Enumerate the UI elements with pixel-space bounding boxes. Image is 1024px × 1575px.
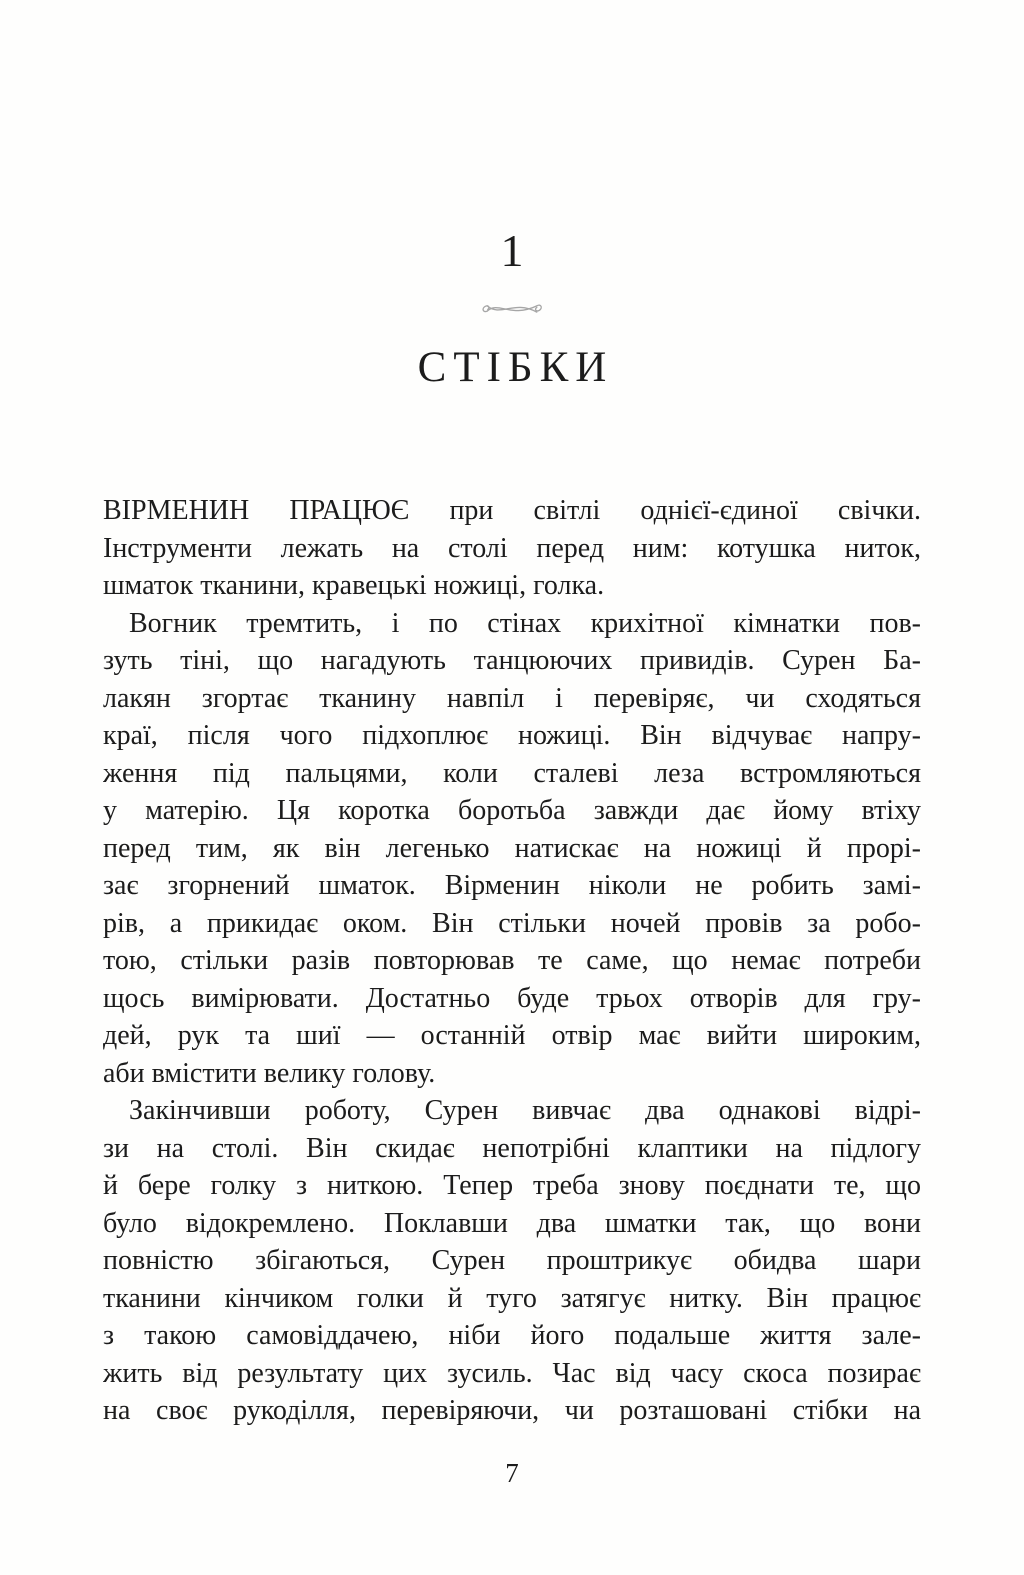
text-line: тканини кінчиком голки й туго затягує нитку. Він працює [103, 1282, 921, 1314]
paragraph [103, 492, 921, 605]
text-line: було відокремлено. Поклавши два шматки так, що вони [103, 1207, 921, 1239]
text-line: з такою самовіддачею, ніби його подальше життя зале- [103, 1320, 921, 1351]
text-line: щось вимірювати. Достатньо буде трьох отворів для гру- [103, 982, 921, 1014]
text-line: перед тим, як він легенько натискає на ножиці й прорі- [103, 832, 921, 864]
text-line: зає згорнений шматок. Вірменин ніколи не робить замі- [103, 870, 921, 901]
chapter-number: 1 [500, 225, 524, 276]
text-line: дей, рук та шиї — останній отвір має вийти широким, [103, 1020, 921, 1051]
paragraph [103, 1092, 921, 1430]
text-line: жить від результату цих зусиль. Час від часу скоса позирає [103, 1357, 921, 1389]
calligraphic-flourish-icon [481, 297, 543, 321]
chapter-ornament [0, 297, 1024, 321]
text-line: Інструменти лежать на столі перед ним: котушка ниток, [103, 532, 921, 564]
chapter-title: СТІБКИ [417, 344, 614, 391]
text-line: зи на столі. Він скидає непотрібні клаптики на підлогу [103, 1132, 921, 1164]
paragraph [103, 605, 921, 1093]
text-line: на своє рукоділля, перевіряючи, чи розташовані стібки на [103, 1395, 921, 1426]
page-number: 7 [505, 1458, 519, 1488]
body-text [103, 492, 921, 1430]
text-line: Вогник тремтить, і по стінах крихітної кімнатки пов- [129, 607, 921, 639]
text-line: Закінчивши роботу, Сурен вивчає два однакові відрі- [129, 1095, 921, 1126]
text-line: тою, стільки разів повторював те саме, що немає потреби [103, 945, 921, 976]
text-line: й бере голку з ниткою. Тепер треба знову поєднати те, що [103, 1170, 921, 1201]
text-line: рів, а прикидає оком. Він стільки ночей провів за робо- [103, 907, 921, 939]
text-line: ження під пальцями, коли сталеві леза встромляються [103, 757, 921, 789]
text-line: ВІРМЕНИН ПРАЦЮЄ при світлі однієї-єдиної свічки. [103, 495, 921, 526]
text-line: шматок тканини, кравецькі ножиці, голка. [103, 570, 605, 601]
text-line: повністю збігаються, Сурен проштрикує обидва шари [103, 1245, 921, 1276]
text-line: краї, після чого підхоплює ножиці. Він відчуває напру- [103, 720, 921, 751]
text-line: аби вмістити велику голову. [103, 1057, 436, 1089]
text-line: лакян згортає тканину навпіл і перевіряє, чи сходяться [103, 682, 921, 714]
text-line: у матерію. Ця коротка боротьба завжди дає йому втіху [103, 795, 921, 826]
text-line: зуть тіні, що нагадують танцюючих привидів. Сурен Ба- [103, 645, 921, 676]
